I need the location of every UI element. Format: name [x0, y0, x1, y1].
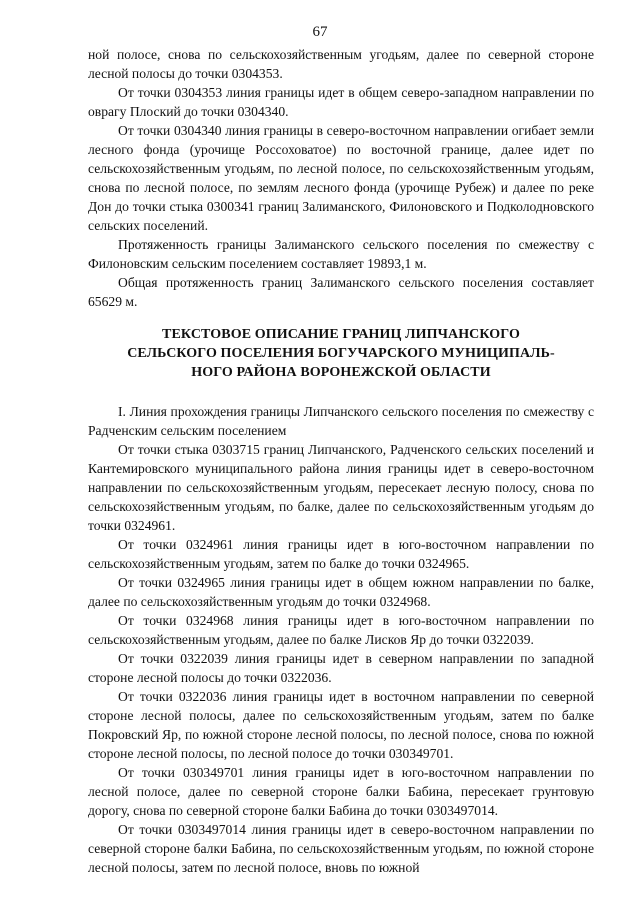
paragraph: От точки 0324965 линия границы идет в общем южном направлении по балке, далее по сельскохозяйственным угодьям до точки 0324968.: [88, 575, 594, 609]
paragraph: От точки 0303497014 линия границы идет в северо-восточном направлении по северной стороне балки Бабина, по сельскохозяйственным угодьям, по южной стороне лесной полосы, затем по лесной полосе, вновь по южной: [88, 822, 594, 875]
paragraph: От точки 0304353 линия границы идет в общем северо-западном направлении по оврагу Плоский до точки 0304340.: [88, 85, 594, 119]
paragraph: От точки 0324961 линия границы идет в юго-восточном направлении по сельскохозяйственным угодьям, затем по балке до точки 0324965.: [88, 537, 594, 571]
paragraph: От точки 0322039 линия границы идет в северном направлении по западной стороне лесной полосы до точки 0322036.: [88, 651, 594, 685]
paragraph: От точки 030349701 линия границы идет в юго-восточном направлении по лесной полосе, далее по северной стороне балки Бабина, пересекает грунтовую дорогу, снова по северной стороне балки Бабина до точки 0303497014.: [88, 765, 594, 818]
heading-line: СЕЛЬСКОГО ПОСЕЛЕНИЯ БОГУЧАРСКОГО МУНИЦИПАЛЬ-: [127, 346, 555, 361]
heading-line: ТЕКСТОВОЕ ОПИСАНИЕ ГРАНИЦ ЛИПЧАНСКОГО: [162, 327, 520, 342]
section-heading: [88, 325, 594, 382]
paragraph: Общая протяженность границ Залиманского сельского поселения составляет 65629 м.: [88, 275, 594, 309]
paragraph: От точки 0322036 линия границы идет в восточном направлении по северной стороне лесной полосы, далее по сельскохозяйственным угодьям, затем по балке Покровский Яр, по южной стороне лесной полосы, по лесной полосе, снова по южной стороне лесной полосы, по лесной полосе до точки 030349701.: [88, 689, 594, 761]
paragraph: От точки 0304340 линия границы в северо-восточном направлении огибает земли лесного фонда (урочище Россоховатое) по восточной границе, далее идет по сельскохозяйственным угодьям, по лесной полосе, по сельскохозяйственным угодьям, снова по лесной полосе, по землям лесного фонда (урочище Рубеж) и далее по реке Дон до точки стыка 0300341 границ Залиманского, Филоновского и Подколодновского сельских поселений.: [88, 123, 594, 233]
paragraph: От точки 0324968 линия границы идет в юго-восточном направлении по сельскохозяйственным угодьям, далее по балке Лисков Яр до точки 0322039.: [88, 613, 594, 647]
document-body: [88, 45, 594, 877]
page-number: 67: [312, 24, 328, 40]
paragraph: Протяженность границы Залиманского сельского поселения по смежеству с Филоновским сельским поселением составляет 19893,1 м.: [88, 237, 594, 271]
heading-line: НОГО РАЙОНА ВОРОНЕЖСКОЙ ОБЛАСТИ: [191, 365, 491, 380]
paragraph: От точки стыка 0303715 границ Липчанского, Радченского сельских поселений и Кантемировского муниципального района линия границы идет в северо-восточном направлении по сельскохозяйственным угодьям, пересекает лесную полосу, снова по сельскохозяйственным угодьям, по балке, далее по сельскохозяйственным угодьям до точки 0324961.: [88, 442, 594, 533]
paragraph: ной полосе, снова по сельскохозяйственным угодьям, далее по северной стороне лесной полосы до точки 0304353.: [88, 47, 594, 81]
section-subtitle: I. Линия прохождения границы Липчанского сельского поселения по смежеству с Радченским сельским поселением: [88, 404, 594, 438]
